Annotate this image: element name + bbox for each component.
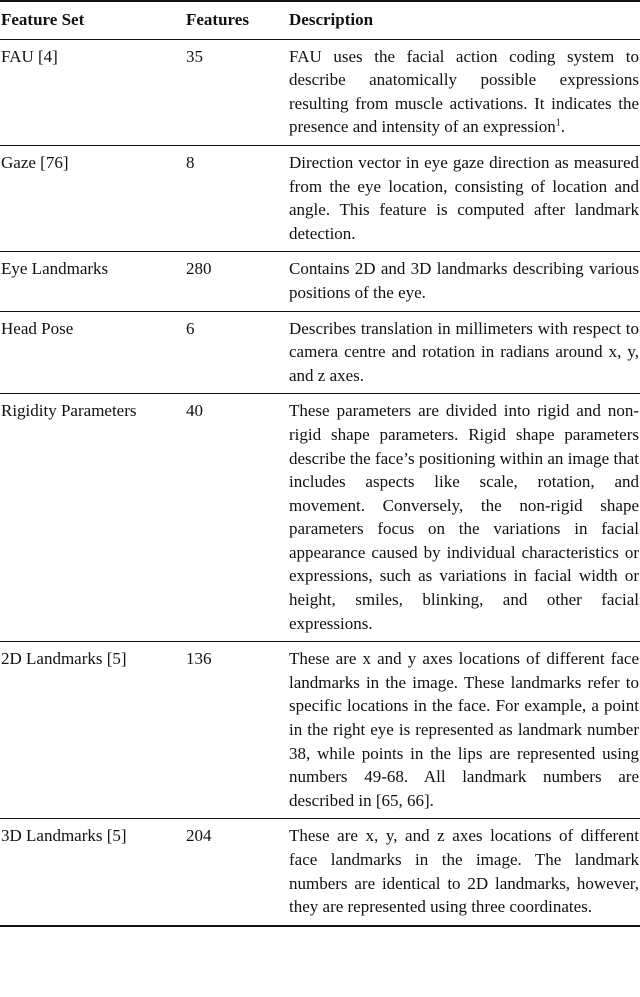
feature-set-cell: Head Pose <box>0 311 186 394</box>
header-feature-set: Feature Set <box>0 1 186 39</box>
feature-set-cell: Rigidity Parameters <box>0 394 186 642</box>
description-text: FAU uses the facial action coding system to describe anatomically possible expressions resulting from muscle activations. It indicates the presence and intensity of an expression <box>289 46 639 137</box>
table-row-2d-landmarks <box>0 642 640 819</box>
feature-set-cell: Gaze [76] <box>0 145 186 251</box>
header-description: Description <box>289 1 640 39</box>
description-cell: These parameters are divided into rigid and non-rigid shape parameters. Rigid shape parameters describe the face’s positioning within an image that includes aspects like scale, rotation, and movement. Conversely, the non-rigid shape parameters focus on the variations in facial appearance caused by individual characteristics or expressions, such as variations in facial width or height, smiles, blinking, and other facial expressions. <box>289 394 640 642</box>
description-cell: Direction vector in eye gaze direction as measured from the eye location, consisting of location and angle. This feature is computed after landmark detection. <box>289 145 640 251</box>
table-row-3d-landmarks <box>0 819 640 926</box>
feature-set-cell: 3D Landmarks [5] <box>0 819 186 926</box>
header-features: Features <box>186 1 289 39</box>
description-cell: Contains 2D and 3D landmarks describing various positions of the eye. <box>289 252 640 311</box>
feature-set-cell: FAU [4] <box>0 39 186 145</box>
table-row-rigidity-parameters <box>0 394 640 642</box>
description-cell: Describes translation in millimeters with respect to camera centre and rotation in radians around x, y, and z axes. <box>289 311 640 394</box>
features-count-cell: 136 <box>186 642 289 819</box>
table-header-row <box>0 1 640 39</box>
features-count-cell: 40 <box>186 394 289 642</box>
description-cell: These are x, y, and z axes locations of different face landmarks in the image. The landmark numbers are identical to 2D landmarks, however, they are represented using three coordinates. <box>289 819 640 926</box>
features-count-cell: 6 <box>186 311 289 394</box>
description-end: . <box>560 117 565 137</box>
description-cell <box>289 39 640 145</box>
features-count-cell: 280 <box>186 252 289 311</box>
features-count-cell: 8 <box>186 145 289 251</box>
footnote-marker: 1 <box>555 117 561 129</box>
feature-set-cell: Eye Landmarks <box>0 252 186 311</box>
features-count-cell: 35 <box>186 39 289 145</box>
table-row-fau <box>0 39 640 145</box>
table-row-gaze <box>0 145 640 251</box>
table-row-head-pose <box>0 311 640 394</box>
features-count-cell: 204 <box>186 819 289 926</box>
feature-set-cell: 2D Landmarks [5] <box>0 642 186 819</box>
description-cell: These are x and y axes locations of different face landmarks in the image. These landmarks refer to specific locations in the face. For example, a point in the right eye is represented as landmark number 38, while points in the lips are represented using numbers 49-68. All landmark numbers are described in [65, 66]. <box>289 642 640 819</box>
table-row-eye-landmarks <box>0 252 640 311</box>
